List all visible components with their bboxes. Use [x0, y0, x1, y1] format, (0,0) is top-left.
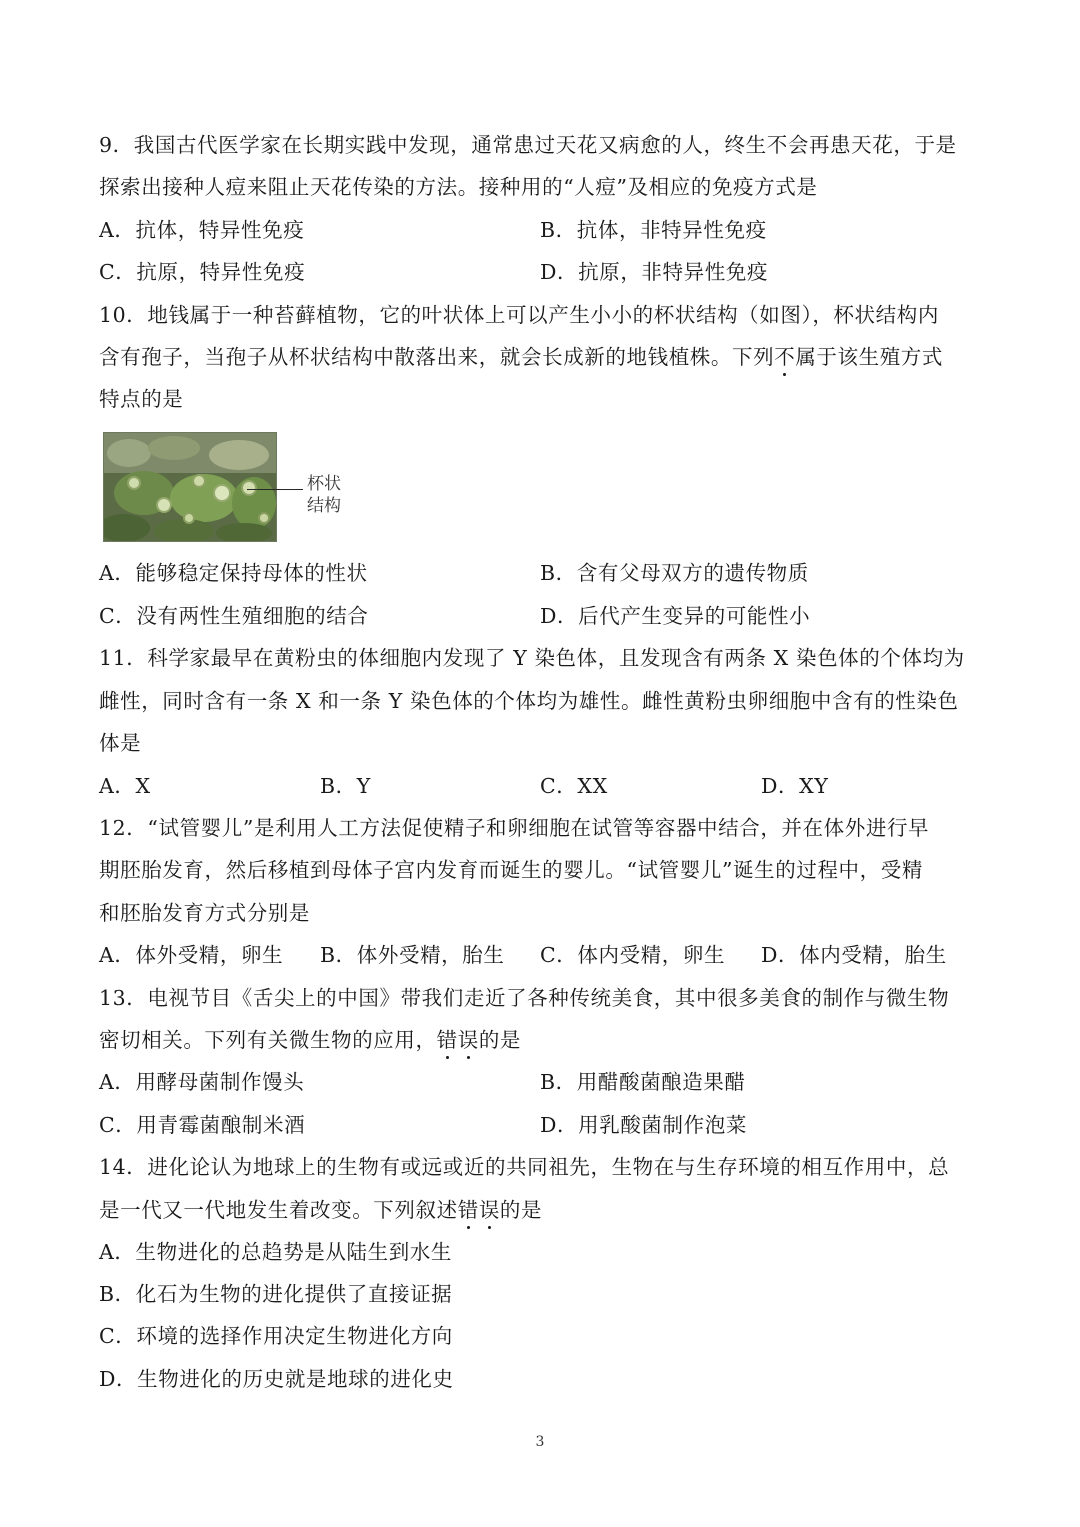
q11-option-c[interactable]: C．XX: [540, 774, 608, 798]
emphasis-mark: 错: [457, 1198, 479, 1222]
q14-option-d[interactable]: D．生物进化的历史就是地球的进化史: [99, 1367, 454, 1391]
q13-stem-line-1: 13．电视节目《舌尖上的中国》带我们走近了各种传统美食，其中很多美食的制作与微生物: [99, 986, 950, 1010]
q13-stem-text: 的是: [478, 1028, 522, 1052]
q13-option-b[interactable]: B．用醋酸菌酿造果醋: [540, 1070, 746, 1094]
liverwort-photo: [103, 432, 277, 542]
q9-stem-line-2: 探索出接种人痘来阻止天花传染的方法。接种用的“人痘”及相应的免疫方式是: [99, 175, 818, 199]
q10-stem-text: 含有孢子，当孢子从杯状结构中散落出来，就会长成新的地钱植株。下列: [99, 345, 775, 369]
q12-option-c[interactable]: C．体内受精，卵生: [540, 943, 726, 967]
emphasis-mark: 不: [774, 345, 796, 369]
q10-stem-text: 属于该生殖方式: [795, 345, 944, 369]
q10-stem-line-3: 特点的是: [99, 387, 184, 411]
q9-option-c[interactable]: C．抗原，特异性免疫: [99, 260, 306, 284]
emphasis-mark: 误: [478, 1198, 500, 1222]
q14-option-a[interactable]: A．生物进化的总趋势是从陆生到水生: [99, 1240, 453, 1264]
emphasis-mark: 错: [436, 1028, 458, 1052]
q10-option-a[interactable]: A．能够稳定保持母体的性状: [99, 561, 368, 585]
q14-option-c[interactable]: C．环境的选择作用决定生物进化方向: [99, 1324, 453, 1348]
q14-stem-line-2: [99, 1197, 979, 1223]
q14-stem-text: 的是: [499, 1198, 543, 1222]
figure-label-line-2: 结构: [307, 496, 341, 516]
liverwort-image: [104, 433, 276, 541]
q11-option-d[interactable]: D．XY: [761, 774, 829, 798]
q11-stem-line-2: 雌性，同时含有一条 X 和一条 Y 染色体的个体均为雄性。雌性黄粉虫卵细胞中含有的性染色: [99, 689, 959, 713]
q14-stem-line-1: 14．进化论认为地球上的生物有或远或近的共同祖先，生物在与生存环境的相互作用中，总: [99, 1155, 950, 1179]
q13-option-d[interactable]: D．用乳酸菌制作泡菜: [540, 1113, 747, 1137]
q10-option-d[interactable]: D．后代产生变异的可能性小: [540, 604, 811, 628]
q13-option-c[interactable]: C．用青霉菌酿制米酒: [99, 1113, 306, 1137]
figure-label-line-1: 杯状: [307, 474, 341, 494]
q14-stem-text: 是一代又一代地发生着改变。下列叙述: [99, 1198, 458, 1222]
q9-option-d[interactable]: D．抗原，非特异性免疫: [540, 260, 769, 284]
q12-stem-line-1: 12．“试管婴儿”是利用人工方法促使精子和卵细胞在试管等容器中结合，并在体外进行早: [99, 816, 930, 840]
q14-option-b[interactable]: B．化石为生物的进化提供了直接证据: [99, 1282, 453, 1306]
q12-option-d[interactable]: D．体内受精，胎生: [761, 943, 947, 967]
q13-stem-text: 密切相关。下列有关微生物的应用，: [99, 1028, 437, 1052]
q11-option-a[interactable]: A．X: [99, 774, 151, 798]
emphasis-mark: 误: [457, 1028, 479, 1052]
q9-stem-line-1: 9．我国古代医学家在长期实践中发现，通常患过天花又病愈的人，终生不会再患天花，于是: [99, 133, 957, 157]
q9-option-a[interactable]: A．抗体，特异性免疫: [99, 218, 305, 242]
q13-option-a[interactable]: A．用酵母菌制作馒头: [99, 1070, 305, 1094]
page-number: 3: [535, 1434, 545, 1450]
q10-option-c[interactable]: C．没有两性生殖细胞的结合: [99, 604, 369, 628]
q11-stem-line-1: 11．科学家最早在黄粉虫的体细胞内发现了 Y 染色体，且发现含有两条 X 染色体的个体均为: [99, 646, 965, 670]
q12-stem-line-3: 和胚胎发育方式分别是: [99, 901, 310, 925]
q10-stem-line-1: 10．地钱属于一种苔藓植物，它的叶状体上可以产生小小的杯状结构（如图），杯状结构内: [99, 303, 939, 327]
q10-stem-line-2: [99, 344, 979, 370]
q12-option-b[interactable]: B．体外受精，胎生: [320, 943, 505, 967]
q10-option-b[interactable]: B．含有父母双方的遗传物质: [540, 561, 809, 585]
q11-option-b[interactable]: B．Y: [320, 774, 371, 798]
figure-pointer-line: [247, 489, 303, 490]
q12-stem-line-2: 期胚胎发育，然后移植到母体子宫内发育而诞生的婴儿。“试管婴儿”诞生的过程中，受精: [99, 858, 923, 882]
figure-label: [307, 473, 341, 517]
q11-stem-line-3: 体是: [99, 731, 142, 755]
q9-option-b[interactable]: B．抗体，非特异性免疫: [540, 218, 767, 242]
q13-stem-line-2: [99, 1027, 979, 1053]
q12-option-a[interactable]: A．体外受精，卵生: [99, 943, 284, 967]
